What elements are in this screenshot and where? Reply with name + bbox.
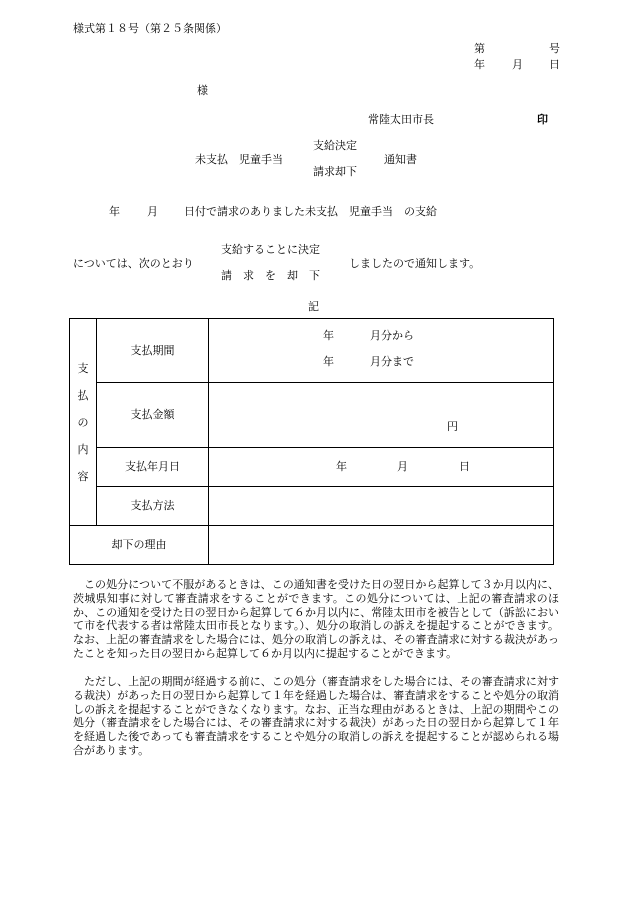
body-month: 月 (147, 205, 158, 218)
payment-period-label: 支払期間 (97, 319, 209, 383)
title-option-rejection: 請求却下 (313, 165, 357, 178)
payment-details-header: 支 払 の 内 容 (70, 319, 97, 526)
payment-date-label: 支払年月日 (97, 448, 209, 487)
payment-period-value: 年 月分から 年 月分まで (209, 319, 554, 383)
issue-date-year: 年 (474, 58, 485, 71)
title-left: 未支払 児童手当 (195, 153, 283, 166)
title-right: 通知書 (384, 153, 417, 166)
notice-paragraph-2: ただし、上記の期間が経過する前に、この処分（審査請求をした場合には、その審査請求に対する裁決）があった日の翌日から起算して１年を経過した場合は、審査請求をすることや処分の取消しの訴えを提起することができなくなります。なお、正当な理由があるときは、上記の期間やこの処分（審査請求をした場合には、その審査請求に対する裁決）があった日の翌日から起算して１年を経過した後であっても審査請求をすることや処分の取消しの訴えを提起することが認められる場合があります。 (73, 675, 559, 757)
payment-method-label: 支払方法 (97, 487, 209, 526)
body-line1-text: 日付で請求のありました未支払 児童手当 の支給 (184, 205, 437, 218)
payment-method-value (209, 487, 554, 526)
payment-date-value: 年 月 日 (209, 448, 554, 487)
body-option-reject: 請 求 を 却 下 (221, 269, 320, 282)
rejection-reason-label: 却下の理由 (70, 526, 209, 565)
issue-date-day: 日 (549, 58, 560, 71)
doc-number-suffix: 号 (549, 42, 560, 55)
body-line2-left: については、次のとおり (73, 257, 194, 270)
doc-number-prefix: 第 (474, 42, 485, 55)
ki-heading: 記 (308, 300, 319, 313)
title-option-payment: 支給決定 (313, 139, 357, 152)
body-option-decide: 支給することに決定 (221, 243, 320, 256)
payment-table (69, 318, 554, 565)
rejection-reason-value (209, 526, 554, 565)
form-number: 様式第１８号（第２５条関係） (73, 22, 227, 35)
sender-name: 常陸太田市長 (368, 113, 434, 126)
payment-amount-label: 支払金額 (97, 383, 209, 448)
body-year: 年 (109, 205, 120, 218)
notice-paragraph-1: この処分について不服があるときは、この通知書を受けた日の翌日から起算して３か月以内に、茨城県知事に対して審査請求をすることができます。この処分については、上記の審査請求のほか、この通知を受けた日の翌日から起算して６か月以内に、常陸太田市を被告として（訴訟において市を代表する者は常陸太田市長となります。）、処分の取消しの訴えを提起することができます。なお、上記の審査請求をした場合には、処分の取消しの訴えは、その審査請求に対する裁決があったことを知った日の翌日から起算して６か月以内に提起することができます。 (73, 578, 559, 660)
issue-date-month: 月 (512, 58, 523, 71)
addressee-suffix: 様 (197, 84, 208, 97)
payment-amount-value: 円 (209, 383, 554, 448)
official-seal: 印 (537, 113, 548, 126)
body-line2-right: しましたので通知します。 (349, 257, 481, 270)
